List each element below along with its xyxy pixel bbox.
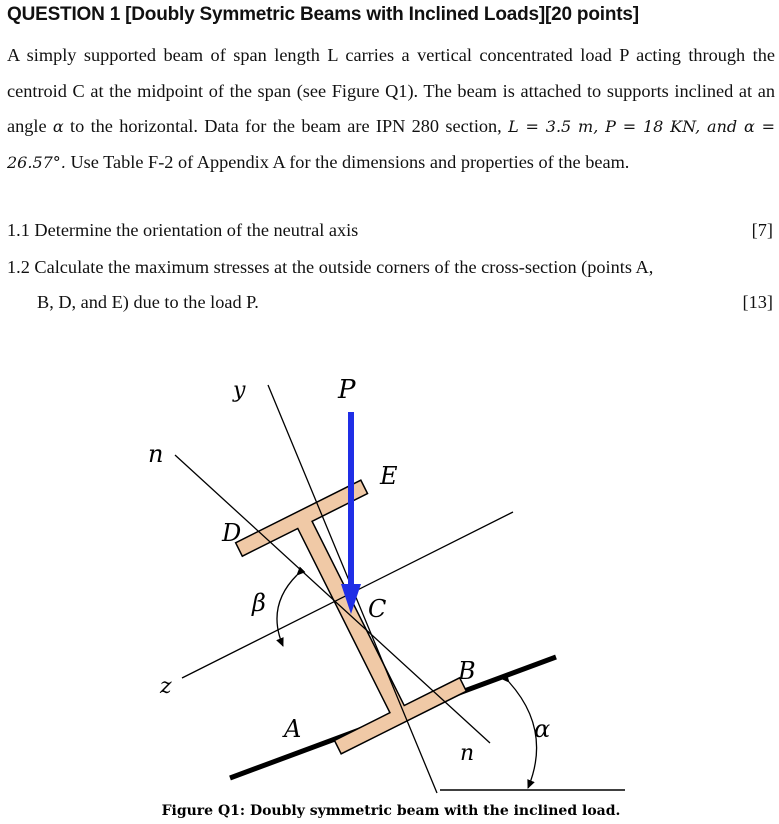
label-n-top: n: [148, 440, 164, 468]
label-e: E: [380, 462, 398, 490]
label-alpha: α: [534, 715, 551, 743]
part-1-2-label-line1: 1.2 Calculate the maximum stresses at the outside corners of the cross-section (points A,: [7, 257, 654, 277]
label-c: C: [368, 595, 387, 623]
part-1-1-label: 1.1 Determine the orientation of the neutral axis: [7, 220, 359, 240]
label-z: z: [160, 674, 172, 699]
question-title: QUESTION 1 [Doubly Symmetric Beams with Inclined Loads][20 points]: [7, 4, 639, 25]
beta-angle-arc: [277, 575, 297, 646]
label-p: P: [338, 375, 356, 405]
alpha-symbol: α: [52, 117, 64, 136]
part-1-1-marks: [7]: [751, 220, 773, 240]
question-text-c: Use Table F-2 of Appendix A for the dimensions and properties of the beam.: [65, 151, 630, 172]
label-y: y: [233, 378, 246, 403]
figure-caption: Figure Q1: Doubly symmetric beam with the inclined load.: [161, 803, 621, 819]
question-text-b: to the horizontal. Data for the beam are IPN 280 section,: [63, 116, 509, 136]
part-1-2-label-line2: B, D, and E) due to the load P.: [37, 292, 259, 312]
data-values: L = 3.5 m, P = 18 KN, and α = 26.57°.: [7, 117, 775, 172]
label-a: A: [284, 715, 302, 743]
part-1-2-marks: [13]: [742, 292, 773, 312]
label-n-bottom: n: [460, 741, 475, 766]
question-text-a: A simply supported beam of span length L carries a vertical concentrated load P acting through the centroid C at the midpoint of the span (see Figure Q1). The beam is attached to supports inclined at an angle: [7, 45, 775, 136]
label-d: D: [222, 519, 242, 547]
label-b: B: [458, 657, 476, 685]
label-beta: β: [252, 589, 266, 617]
alpha-angle-arc: [509, 682, 537, 788]
